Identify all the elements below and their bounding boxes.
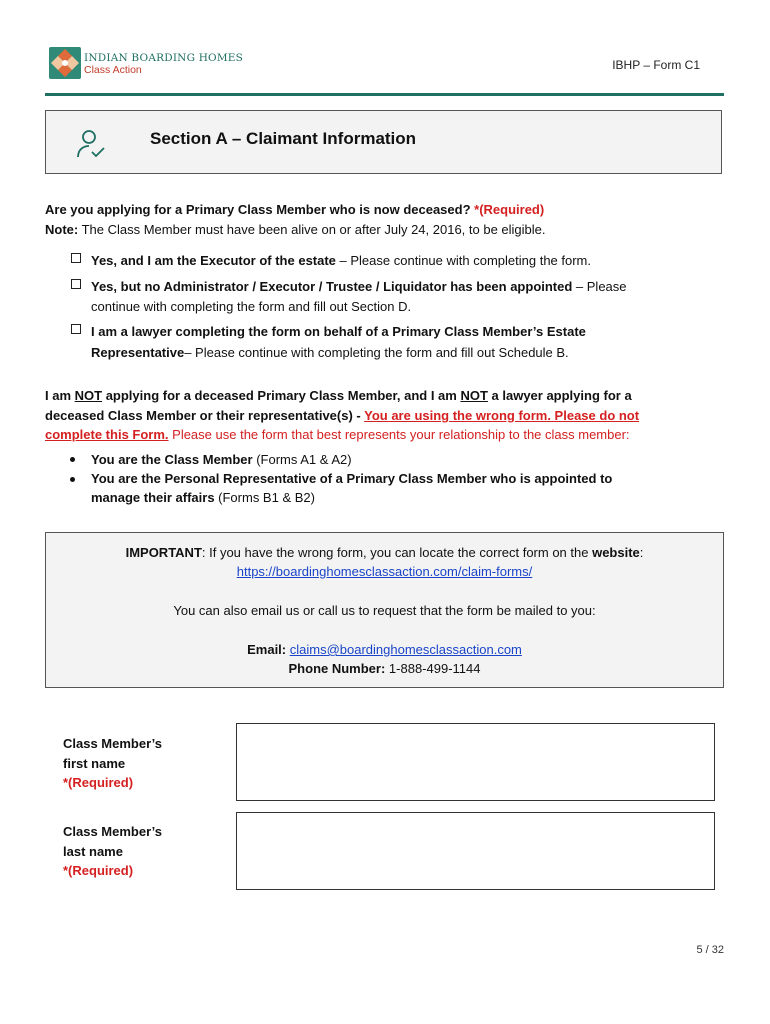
colon: : bbox=[639, 545, 644, 560]
last-name-required: *(Required) bbox=[63, 863, 134, 878]
claim-forms-link[interactable]: https://boardinghomesclassaction.com/claim-forms/ bbox=[236, 564, 533, 579]
option-no-administrator bbox=[91, 277, 627, 297]
required-marker: *(Required) bbox=[474, 202, 545, 217]
bullet-personal-rep: You are the Personal Representative of a Primary Class Member who is appointed to bbox=[91, 471, 613, 486]
section-title: Section A – Claimant Information bbox=[150, 129, 417, 148]
option-no-administrator-checkbox[interactable] bbox=[71, 279, 81, 289]
wrong-form-text: deceased Class Member or their representative(s) - bbox=[45, 408, 365, 423]
wrong-form-line2 bbox=[45, 406, 639, 426]
bullet-label: You are the Class Member bbox=[91, 452, 253, 467]
logo-emblem-icon bbox=[48, 46, 82, 80]
phone-number: 1-888-499-1144 bbox=[385, 661, 481, 676]
phone-label: Phone Number: bbox=[288, 661, 386, 676]
important-label: IMPORTANT bbox=[125, 545, 202, 560]
wrong-form-warning: complete this Form. bbox=[45, 427, 169, 442]
option-executor-checkbox[interactable] bbox=[71, 253, 81, 263]
option-no-administrator-label: Yes, but no Administrator / Executor / Trustee / Liquidator has been appointed bbox=[91, 279, 573, 294]
bullet-forms: (Forms B1 & B2) bbox=[214, 490, 315, 505]
wrong-form-line3 bbox=[45, 425, 630, 445]
important-url-row bbox=[46, 562, 723, 582]
important-notice bbox=[45, 532, 724, 688]
email-row bbox=[46, 640, 723, 660]
last-name-label-line2: last name bbox=[63, 843, 123, 859]
bullet-class-member bbox=[91, 450, 352, 470]
bullet-personal-rep-line2 bbox=[91, 488, 315, 508]
first-name-label-line2: first name bbox=[63, 755, 126, 771]
wrong-form-line1 bbox=[45, 386, 632, 406]
first-name-required: *(Required) bbox=[63, 775, 134, 790]
option-lawyer-label-cont: Representative bbox=[91, 345, 185, 360]
email-label: Email: bbox=[247, 642, 287, 657]
option-executor-label: Yes, and I am the Executor of the estate bbox=[91, 253, 336, 268]
logo bbox=[48, 46, 248, 86]
last-name-input[interactable] bbox=[236, 812, 715, 890]
bullet bbox=[70, 477, 75, 482]
question-text: Are you applying for a Primary Class Member who is now deceased? bbox=[45, 202, 475, 217]
section-header bbox=[45, 110, 722, 174]
logo-title: INDIAN BOARDING HOMES bbox=[84, 52, 244, 64]
bullet-label: manage their affairs bbox=[91, 490, 215, 505]
option-lawyer-label: I am a lawyer completing the form on behalf of a Primary Class Member’s Estate bbox=[91, 324, 586, 339]
first-name-label-line1: Class Member’s bbox=[63, 736, 162, 751]
important-line1 bbox=[46, 543, 723, 563]
note-text: The Class Member must have been alive on or after July 24, 2016, to be eligible. bbox=[78, 222, 546, 237]
user-check-icon bbox=[74, 127, 108, 161]
wrong-form-guidance: Please use the form that best represents your relationship to the class member: bbox=[168, 427, 630, 442]
option-lawyer-checkbox[interactable] bbox=[71, 324, 81, 334]
not-emphasis: NOT bbox=[460, 388, 488, 403]
wrong-form-warning: You are using the wrong form. Please do not bbox=[364, 408, 640, 423]
website-word: website bbox=[592, 545, 640, 560]
option-lawyer-instruction: – Please continue with completing the form and fill out Schedule B. bbox=[184, 345, 569, 360]
bullet-forms: (Forms A1 & A2) bbox=[252, 452, 352, 467]
bullet bbox=[70, 457, 75, 462]
option-executor-instruction: – Please continue with completing the form. bbox=[335, 253, 592, 268]
phone-row bbox=[46, 659, 723, 679]
eligibility-note bbox=[45, 220, 546, 240]
last-name-label bbox=[63, 822, 162, 881]
important-text: : If you have the wrong form, you can locate the correct form on the bbox=[201, 545, 593, 560]
first-name-label bbox=[63, 734, 162, 793]
page-number: 5 / 32 bbox=[696, 944, 724, 956]
deceased-question bbox=[45, 200, 544, 220]
last-name-label-line1: Class Member’s bbox=[63, 824, 162, 839]
not-emphasis: NOT bbox=[74, 388, 103, 403]
wrong-form-text: I am bbox=[45, 388, 75, 403]
wrong-form-text: applying for a deceased Primary Class Member, and I am bbox=[102, 388, 461, 403]
wrong-form-text: a lawyer applying for a bbox=[487, 388, 632, 403]
option-no-administrator-line2: continue with completing the form and fill out Section D. bbox=[91, 299, 412, 314]
header-divider bbox=[45, 93, 724, 96]
email-link[interactable]: claims@boardinghomesclassaction.com bbox=[289, 642, 522, 657]
form-id: IBHP – Form C1 bbox=[612, 58, 700, 72]
option-lawyer-line2 bbox=[91, 343, 569, 363]
email-request-text: You can also email us or call us to request that the form be mailed to you: bbox=[173, 603, 596, 618]
logo-subtitle: Class Action bbox=[84, 64, 142, 76]
option-no-administrator-instruction: – Please bbox=[572, 279, 627, 294]
first-name-input[interactable] bbox=[236, 723, 715, 801]
note-label: Note: bbox=[45, 222, 79, 237]
option-executor bbox=[91, 251, 591, 271]
